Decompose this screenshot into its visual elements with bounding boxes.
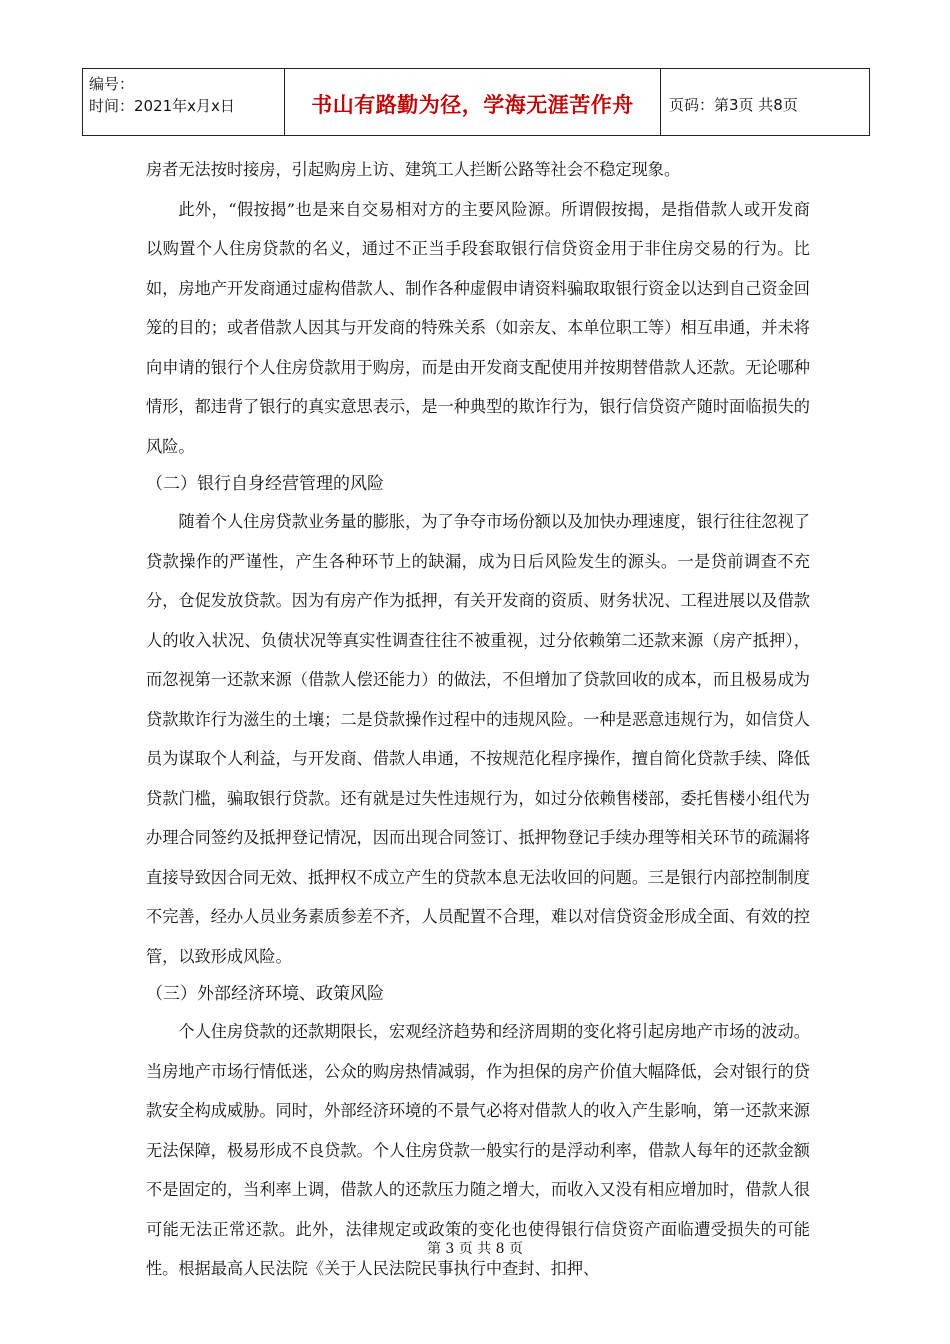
section-heading-external-risk: （三）外部经济环境、政策风险 xyxy=(146,984,384,1004)
paragraph-continuation: 房者无法按时接房，引起购房上访、建筑工人拦断公路等社会不稳定现象。 xyxy=(146,160,681,179)
section-heading-bank-risk: （二）银行自身经营管理的风险 xyxy=(146,474,384,494)
header-table xyxy=(82,68,870,136)
number-label: 编号： xyxy=(89,75,135,93)
motto-cell xyxy=(285,69,661,135)
page-number-cell xyxy=(661,69,869,135)
page-footer: 第 3 页 共 8 页 xyxy=(426,1241,524,1257)
motto-text: 书山有路勤为径，学海无涯苦作舟 xyxy=(311,93,634,117)
paragraph-external-risk: 个人住房贷款的还款期限长，宏观经济趋势和经济周期的变化将引起房地产市场的波动。当房地产市场行情低迷，公众的购房热情减弱，作为担保的房产价值大幅降低，会对银行的贷款安全构成威胁。同时，外部经济环境的不景气必将对借款人的收入产生影响，第一还款来源无法保障，极易形成不良贷款。个人住房贷款一般实行的是浮动利率，借款人每年的还款金额不是固定的，当利率上调，借款人的还款压力随之增大，而收入又没有相应增加时，借款人很可能无法正常还款。此外，法律规定或政策的变化也使得银行信贷资产面临遭受损失的可能性。根据最高人民法院《关于人民法院民事执行中查封、扣押、 xyxy=(146,1022,810,1278)
time-label: 时间：2021年x月x日 xyxy=(89,97,235,115)
paragraph-fake-mortgage: 此外，“假按揭”也是来自交易相对方的主要风险源。所谓假按揭，是指借款人或开发商以购置个人住房贷款的名义，通过不正当手段套取银行信贷资金用于非住房交易的行为。比如，房地产开发商通过虚构借款人、制作各种虚假申请资料骗取取银行资金以达到自己资金回笼的目的；或者借款人因其与开发商的特殊关系（如亲友、本单位职工等）相互串通，并未将向申请的银行个人住房贷款用于购房，而是由开发商支配使用并按期替借款人还款。无论哪种情形，都违背了银行的真实意思表示，是一种典型的欺诈行为，银行信贷资产随时面临损失的风险。 xyxy=(146,199,810,456)
page-number-label: 页码：第3页 共8页 xyxy=(669,95,798,114)
header-meta-cell xyxy=(83,69,285,135)
document-body xyxy=(146,150,810,1289)
paragraph-bank-risk: 随着个人住房贷款业务量的膨胀，为了争夺市场份额以及加快办理速度，银行往往忽视了贷款操作的严谨性，产生各种环节上的缺漏，成为日后风险发生的源头。一是贷前调查不充分，仓促发放贷款。因为有房产作为抵押，有关开发商的资质、财务状况、工程进展以及借款人的收入状况、负债状况等真实性调查往往不被重视，过分依赖第二还款来源（房产抵押），而忽视第一还款来源（借款人偿还能力）的做法，不但增加了贷款回收的成本，而且极易成为贷款欺诈行为滋生的土壤；二是贷款操作过程中的违规风险。一种是恶意违规行为，如信贷人员为谋取个人利益，与开发商、借款人串通，不按规范化程序操作，擅自简化贷款手续、降低贷款门槛，骗取银行贷款。还有就是过失性违规行为，如过分依赖售楼部，委托售楼小组代为办理合同签约及抵押登记情况，因而出现合同签订、抵押物登记手续办理等相关环节的疏漏将直接导致因合同无效、抵押权不成立产生的贷款本息无法收回的问题。三是银行内部控制制度不完善，经办人员业务素质参差不齐，人员配置不合理，难以对信贷资金形成全面、有效的控管，以致形成风险。 xyxy=(146,512,810,966)
